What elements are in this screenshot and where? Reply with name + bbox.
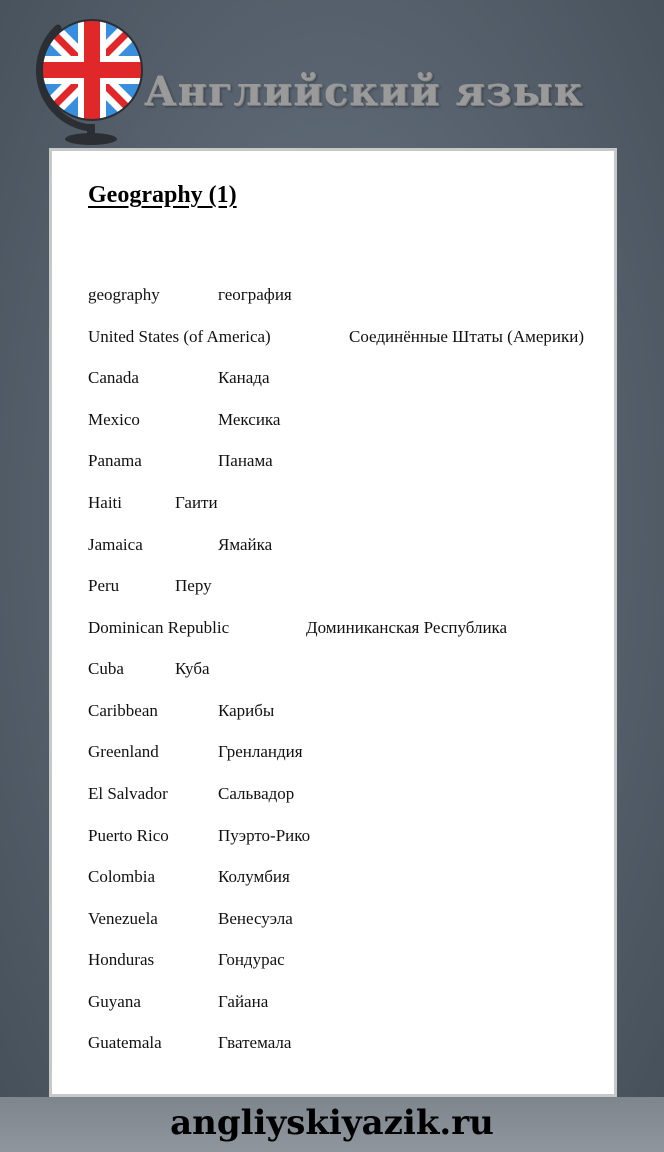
english-word: Honduras (88, 950, 155, 969)
english-word: Cuba (88, 659, 124, 678)
english-word: Canada (88, 368, 139, 387)
english-word: Jamaica (88, 535, 143, 554)
brand-header (0, 0, 664, 150)
english-word: Greenland (88, 742, 159, 761)
russian-translation: Карибы (218, 701, 275, 720)
document-title: Geography (1) (88, 182, 237, 208)
english-word: Caribbean (88, 701, 158, 720)
russian-translation: Колумбия (218, 867, 290, 886)
english-word: Dominican Republic (88, 618, 230, 637)
russian-translation: Гренландия (218, 742, 303, 761)
russian-translation: Канада (218, 368, 270, 387)
english-word: Mexico (88, 410, 140, 429)
english-word: Guatemala (88, 1033, 162, 1052)
english-word: United States (of America) (88, 327, 271, 346)
russian-translation: Венесуэла (218, 909, 293, 928)
english-word: El Salvador (88, 784, 168, 803)
russian-translation: Куба (175, 659, 210, 678)
russian-translation: Гондурас (218, 950, 285, 969)
english-word: Puerto Rico (88, 826, 169, 845)
russian-translation: Доминиканская Республика (306, 618, 508, 637)
footer-bar (0, 1097, 664, 1152)
english-word: Haiti (88, 493, 122, 512)
russian-translation: Соединённые Штаты (Америки) (349, 327, 585, 346)
russian-translation: Ямайка (218, 535, 273, 554)
russian-translation: Панама (218, 451, 273, 470)
uk-flag-globe-icon (28, 8, 152, 148)
vocabulary-sheet (49, 148, 617, 1097)
russian-translation: Перу (175, 576, 212, 595)
english-word: geography (88, 285, 160, 304)
english-word: Colombia (88, 867, 156, 886)
brand-title: Английский язык (144, 68, 584, 115)
english-word: Peru (88, 576, 120, 595)
russian-translation: Пуэрто-Рико (218, 826, 311, 845)
russian-translation: Сальвадор (218, 784, 295, 803)
russian-translation: Гайана (218, 992, 269, 1011)
russian-translation: география (218, 285, 292, 304)
russian-translation: Гватемала (218, 1033, 292, 1052)
english-word: Panama (88, 451, 142, 470)
russian-translation: Мексика (218, 410, 281, 429)
english-word: Venezuela (88, 909, 158, 928)
english-word: Guyana (88, 992, 141, 1011)
russian-translation: Гаити (175, 493, 218, 512)
site-url: angliyskiyazik.ru (170, 1103, 494, 1143)
